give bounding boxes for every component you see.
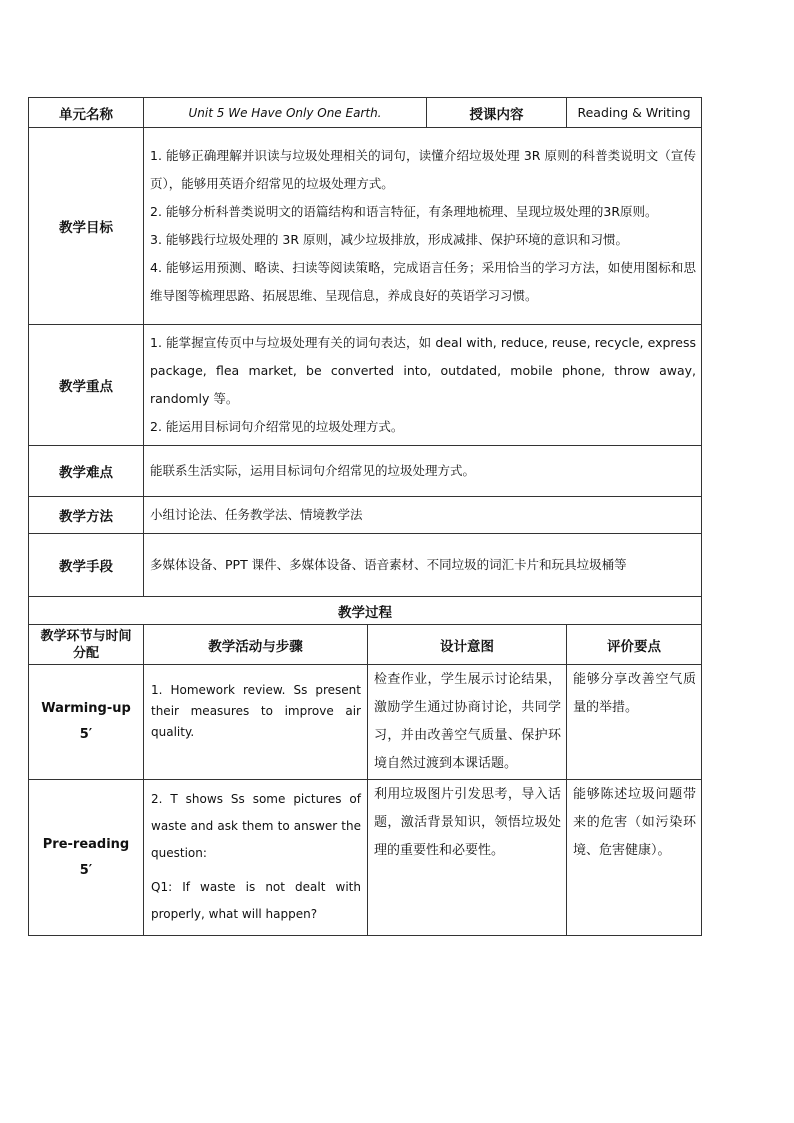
header-row <box>29 98 702 128</box>
key-point-item: 1. 能掌握宣传页中与垃圾处理有关的词句表达，如 deal with, reduce, reuse, recycle, express package, flea market, be converted into, outdated, mobile phone, throw away, randomly 等。 <box>150 335 697 406</box>
difficulties-label: 教学难点 <box>29 446 144 497</box>
content-label: 授课内容 <box>427 98 567 128</box>
process-title-row <box>29 597 702 625</box>
table-row <box>29 780 702 936</box>
means-label: 教学手段 <box>29 534 144 597</box>
stage-name: Pre-reading <box>42 836 130 852</box>
methods-label: 教学方法 <box>29 497 144 534</box>
process-header-row <box>29 625 702 665</box>
column-header-stage: 教学环节与时间分配 <box>29 625 144 665</box>
objective-item: 2. 能够分析科普类说明文的语篇结构和语言特征，有条理地梳理、呈现垃圾处理的3R原则。 <box>150 204 658 219</box>
evaluation-cell: 能够陈述垃圾问题带来的危害（如污染环境、危害健康）。 <box>567 780 702 936</box>
stage-cell <box>29 665 144 780</box>
activity-item: Q1: If waste is not dealt with properly, what will happen? <box>151 880 361 921</box>
process-title: 教学过程 <box>29 597 702 625</box>
key-points-label: 教学重点 <box>29 325 144 446</box>
stage-cell <box>29 780 144 936</box>
table-row <box>29 665 702 780</box>
activity-item: 1. Homework review. Ss present their measures to improve air quality. <box>151 683 361 739</box>
evaluation-cell: 能够分享改善空气质量的举措。 <box>567 665 702 780</box>
intent-cell: 检查作业，学生展示讨论结果，激励学生通过协商讨论，共同学习，并由改善空气质量、保护环境自然过渡到本课话题。 <box>368 665 567 780</box>
key-points-content <box>144 325 702 446</box>
objectives-content <box>144 128 702 325</box>
objectives-label: 教学目标 <box>29 128 144 325</box>
objective-item: 3. 能够践行垃圾处理的 3R 原则，减少垃圾排放，形成减排、保护环境的意识和习惯。 <box>150 232 628 247</box>
means-text: 多媒体设备、PPT 课件、多媒体设备、语音素材、不同垃圾的词汇卡片和玩具垃圾桶等 <box>144 534 702 597</box>
objectives-row <box>29 128 702 325</box>
methods-text: 小组讨论法、任务教学法、情境教学法 <box>144 497 702 534</box>
stage-time: 5′ <box>79 862 93 878</box>
stage-time: 5′ <box>79 727 93 742</box>
column-header-intent: 设计意图 <box>368 625 567 665</box>
key-points-row <box>29 325 702 446</box>
stage-name: Warming-up <box>41 701 131 716</box>
key-point-item: 2. 能运用目标词句介绍常见的垃圾处理方式。 <box>150 419 404 434</box>
intent-cell: 利用垃圾图片引发思考，导入话题，激活背景知识，领悟垃圾处理的重要性和必要性。 <box>368 780 567 936</box>
lesson-plan <box>28 97 701 936</box>
activities-cell <box>144 665 368 780</box>
objective-item: 4. 能够运用预测、略读、扫读等阅读策略，完成语言任务；采用恰当的学习方法，如使用图标和思维导图等梳理思路、拓展思维、呈现信息，养成良好的英语学习习惯。 <box>150 260 697 303</box>
difficulties-row <box>29 446 702 497</box>
unit-name-label: 单元名称 <box>29 98 144 128</box>
unit-name-value: Unit 5 We Have Only One Earth. <box>144 98 427 128</box>
content-value: Reading & Writing <box>567 98 702 128</box>
means-row <box>29 534 702 597</box>
methods-row <box>29 497 702 534</box>
activity-item: 2. T shows Ss some pictures of waste and ask them to answer the question: <box>151 792 361 860</box>
difficulties-text: 能联系生活实际，运用目标词句介绍常见的垃圾处理方式。 <box>144 446 702 497</box>
column-header-activities: 教学活动与步骤 <box>144 625 368 665</box>
objective-item: 1. 能够正确理解并识读与垃圾处理相关的词句，读懂介绍垃圾处理 3R 原则的科普类说明文（宣传页），能够用英语介绍常见的垃圾处理方式。 <box>150 148 697 191</box>
activities-cell <box>144 780 368 936</box>
column-header-evaluation: 评价要点 <box>567 625 702 665</box>
lesson-plan-table <box>28 97 702 936</box>
